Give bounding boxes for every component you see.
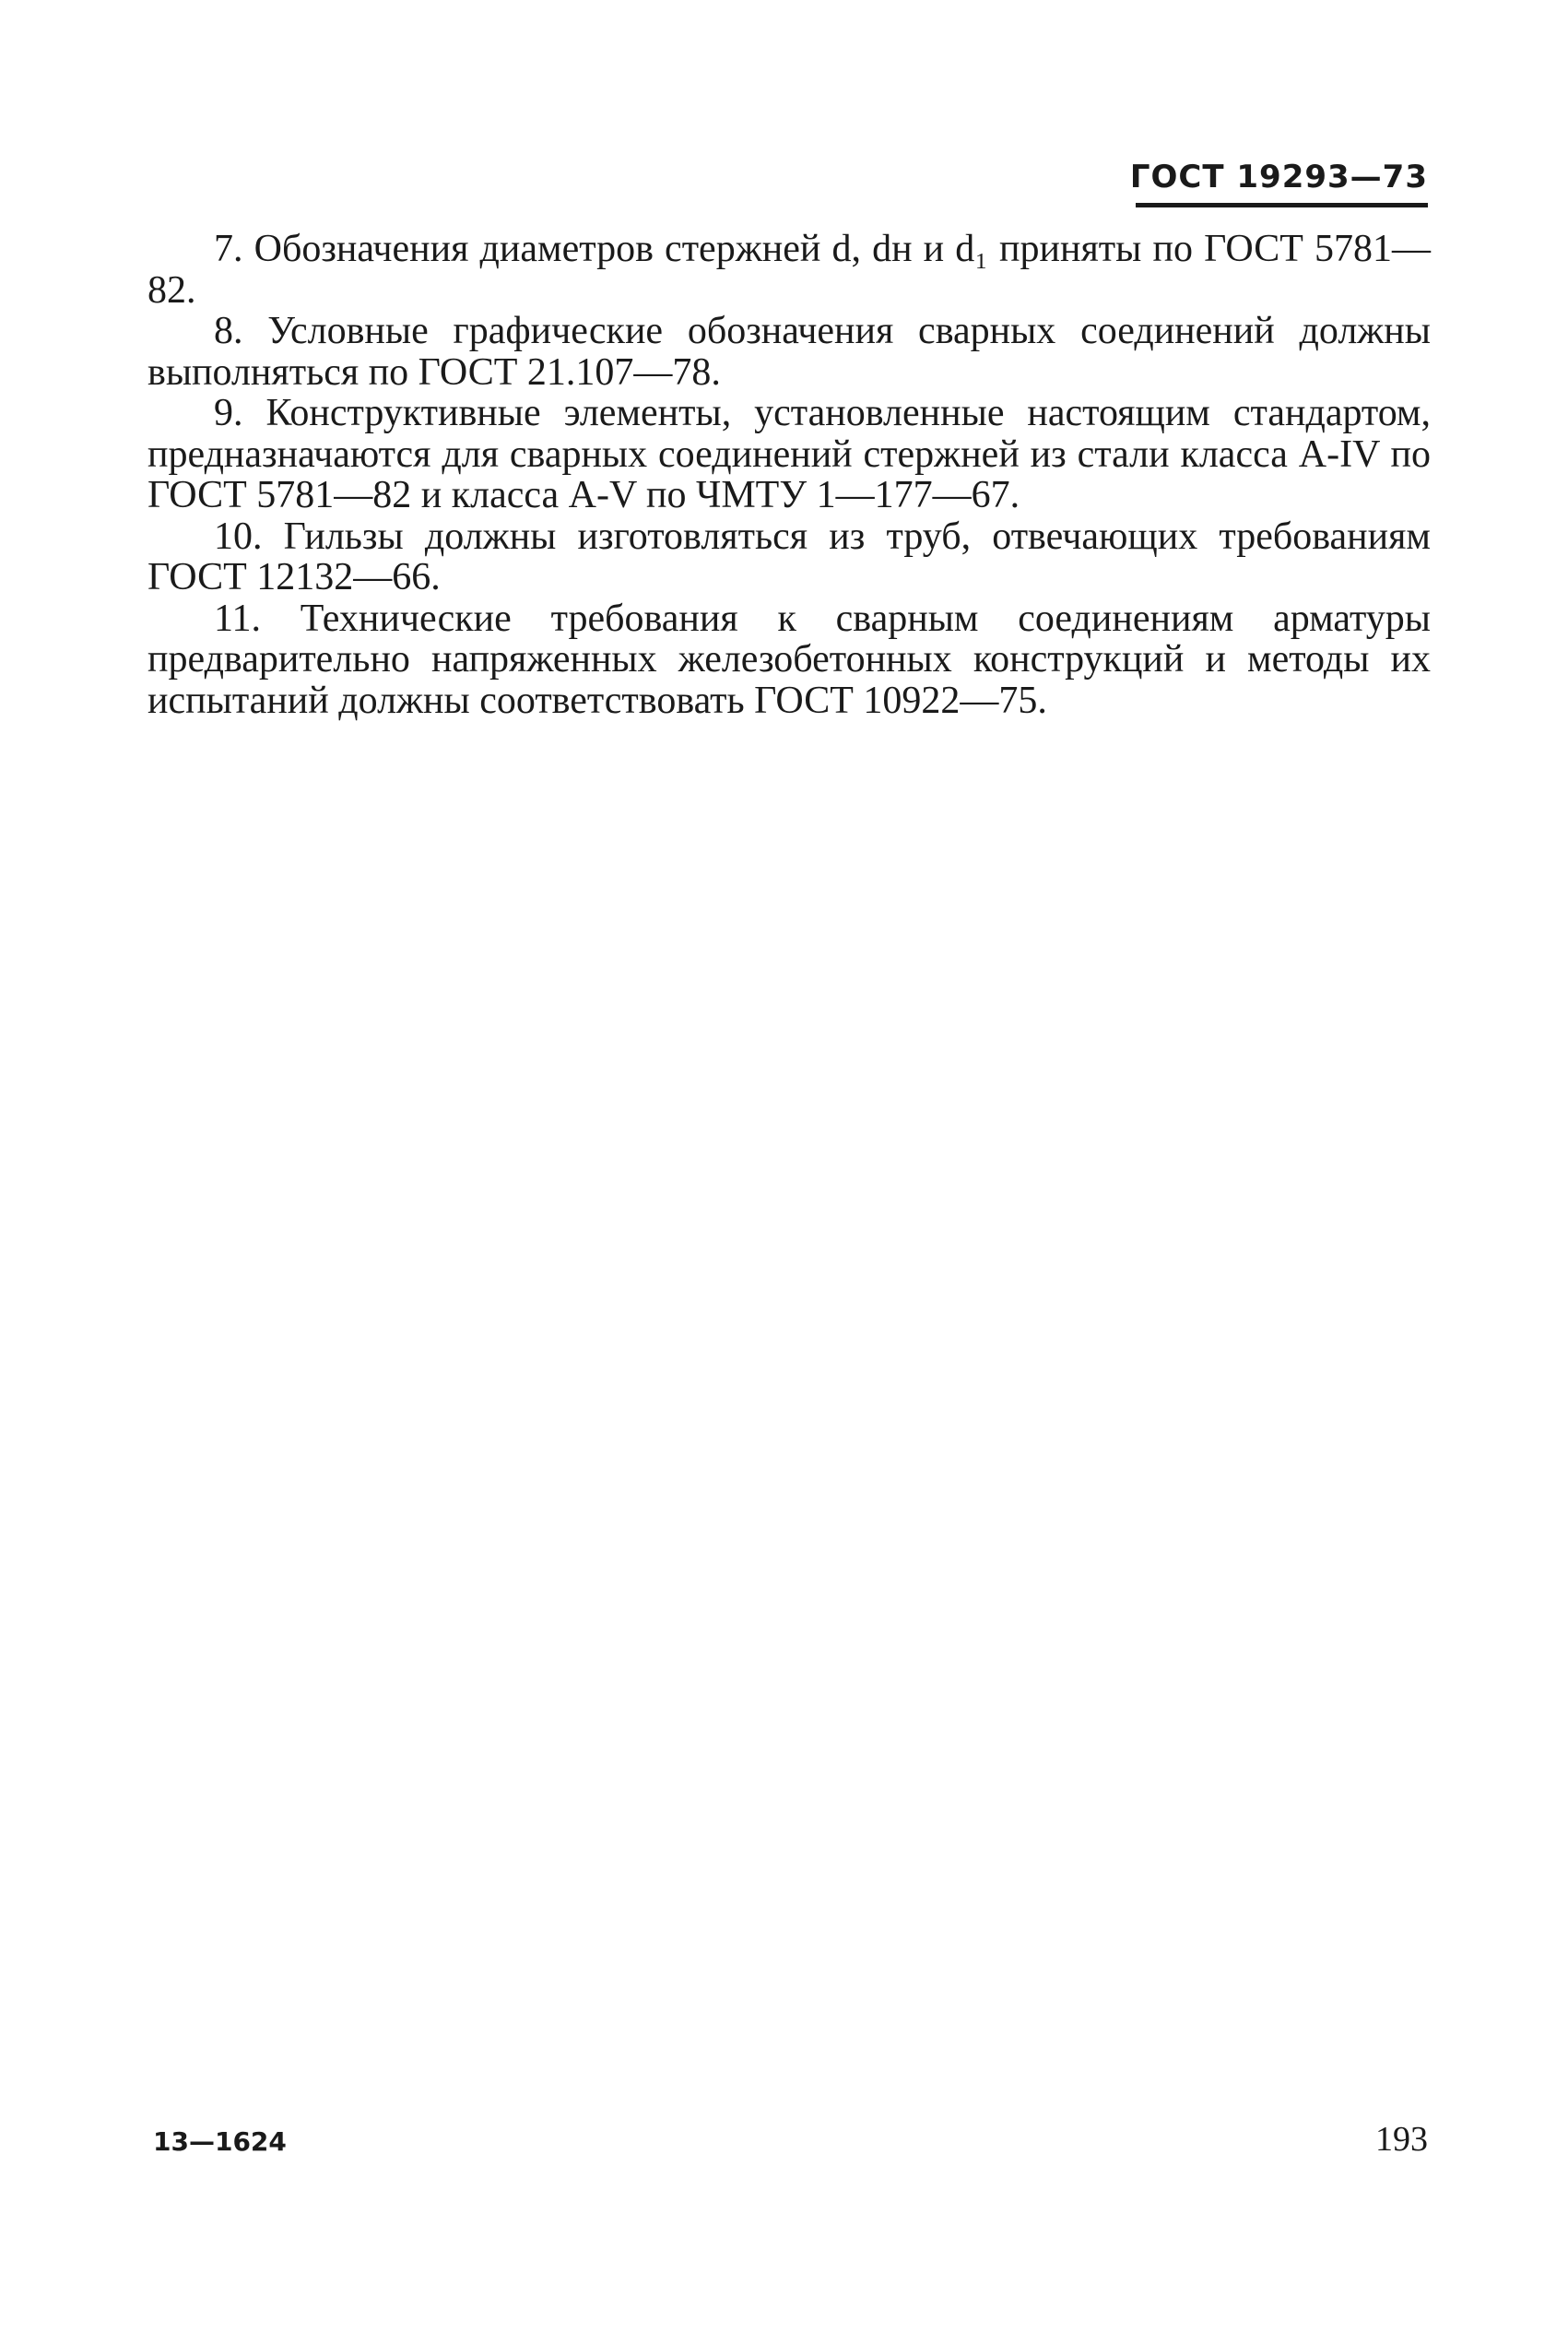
print-code: 13—1624	[153, 2126, 287, 2157]
page-number: 193	[1375, 2120, 1428, 2159]
document-body	[147, 229, 1431, 721]
paragraph-7: 7. Обозначения диаметров стержней d, dн и d₁ приняты по ГОСТ 5781—82.	[147, 228, 1431, 312]
header-rule	[1136, 203, 1428, 207]
paragraph-8: 8. Условные графические обозначения сварных соединений должны выполняться по ГОСТ 21.107—78.	[147, 310, 1431, 394]
standard-code: ГОСТ 19293—73	[1129, 159, 1428, 195]
paragraph-9: 9. Конструктивные элементы, установленные настоящим стандартом, предназначаются для сварных соединений стержней из стали класса A-IV по ГОСТ 5781—82 и класса A-V по ЧМТУ 1—177—67.	[147, 392, 1431, 516]
document-header	[1130, 159, 1428, 195]
paragraph-10: 10. Гильзы должны изготовляться из труб, отвечающих требованиям ГОСТ 12132—66.	[147, 515, 1431, 598]
paragraph-11: 11. Технические требования к сварным соединениям арматуры предварительно напряженных железобетонных конструкций и методы их испытаний должны соответствовать ГОСТ 10922—75.	[147, 597, 1431, 722]
